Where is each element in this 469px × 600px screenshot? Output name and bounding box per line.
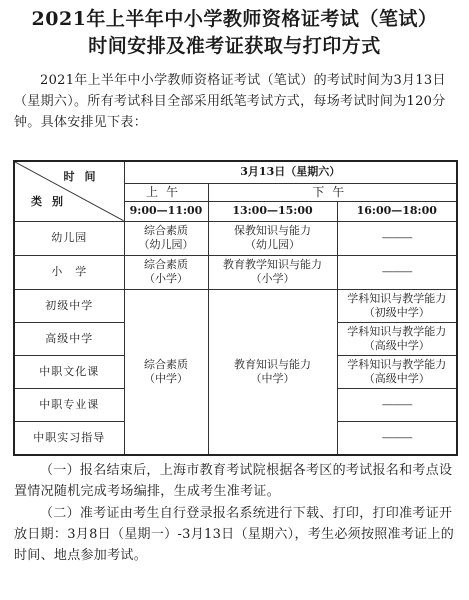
subject-cell: 综合素质 （小学） xyxy=(124,255,208,289)
subject-cell: 学科知识与教学能力 （初级中学） xyxy=(337,289,457,322)
subject-cell: 综合素质 （幼儿园） xyxy=(124,221,208,255)
exam-schedule-table xyxy=(13,160,458,456)
category-cell: 初级中学 xyxy=(14,289,124,322)
slot-3-header: 16:00—18:00 xyxy=(337,201,457,221)
exam-date-header: 3月13日（星期六） xyxy=(124,161,457,183)
empty-slot-cell: ——— xyxy=(337,255,457,289)
afternoon-header: 下午 xyxy=(208,183,457,201)
corner-category-label: 类别 xyxy=(31,194,73,208)
note-paragraph-2: （二）准考证由考生自行登录报名系统进行下载、打印，打印准考证开放日期：3月8日（星期一）-3月13日（星期六），考生必须按照准考证上的时间、地点参加考试。 xyxy=(14,506,455,563)
note-paragraph-1: （一）报名结束后，上海市教育考试院根据各考区的考试报名和考点设置情况随机完成考场编排，生成考生准考证。 xyxy=(14,463,453,499)
category-cell: 中职文化课 xyxy=(14,356,124,389)
category-cell: 中职专业课 xyxy=(14,389,124,422)
subject-cell: 学科知识与教学能力 （高级中学） xyxy=(337,356,457,389)
middle-school-education-cell: 教育知识与能力 （中学） xyxy=(208,289,337,455)
middle-school-general-cell: 综合素质 （中学） xyxy=(124,289,208,455)
subject-cell: 保教知识与能力 （幼儿园） xyxy=(208,221,337,255)
page-title-line1: 2021年上半年中小学教师资格证考试（笔试） xyxy=(31,8,438,30)
page-title-line2: 时间安排及准考证获取与打印方式 xyxy=(88,35,381,57)
subject-cell: 学科知识与教学能力 （高级中学） xyxy=(337,323,457,356)
corner-time-label: 时间 xyxy=(63,170,106,183)
slot-1-header: 9:00—11:00 xyxy=(124,201,208,221)
subject-cell: 教育教学知识与能力 （小学） xyxy=(208,255,337,289)
category-cell: 高级中学 xyxy=(14,323,124,356)
empty-slot-cell: ——— xyxy=(337,422,457,455)
slot-2-header: 13:00—15:00 xyxy=(208,201,337,221)
empty-slot-cell: ——— xyxy=(337,221,457,255)
intro-paragraph: 2021年上半年中小学教师资格证考试（笔试）的考试时间为3月13日（星期六）。所有考试科目全部采用纸笔考试方式，每场考试时间为120分钟。具体安排见下表： xyxy=(14,73,446,130)
morning-header: 上午 xyxy=(124,183,208,201)
category-cell: 幼儿园 xyxy=(14,221,124,255)
empty-slot-cell: ——— xyxy=(337,389,457,422)
table-corner-header xyxy=(14,161,124,221)
category-cell: 中职实习指导 xyxy=(14,422,124,455)
category-cell: 小 学 xyxy=(14,255,124,289)
table-row xyxy=(14,289,457,322)
table-row xyxy=(14,221,457,255)
table-row xyxy=(14,255,457,289)
